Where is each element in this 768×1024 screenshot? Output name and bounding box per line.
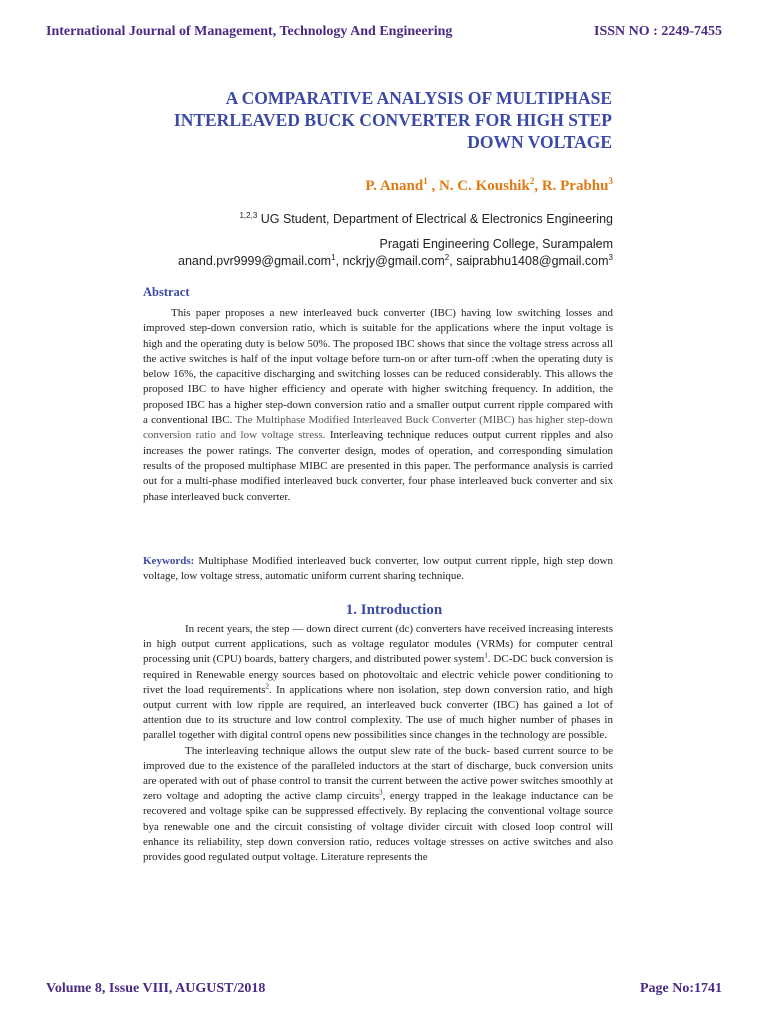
author-2: N. C. Koushik <box>438 178 530 194</box>
intro-p1-text-b: . DC-DC buck conversion is required in Renewable energy sources based on photovoltaic and electric vehicle power conditioning to rivet the load requirements <box>143 653 613 696</box>
affiliation-sup: 1,2,3 <box>239 211 258 220</box>
title-line-2: INTERLEAVED BUCK CONVERTER FOR HIGH STEP <box>173 110 612 130</box>
intro-p1-text-a: In recent years, the step — down direct current (dc) converters have received increasing interests in high output current applications, such as voltage regulator modules (VRMs) for computer central processing unit (CPU) boards, battery chargers, and distributed power system <box>143 623 613 666</box>
abstract-part-c: Interleaving technique reduces output current ripples and also increases the power ratings. The converter design, modes of operation, and corresponding simulation results of the proposed multiphase MIBC are presented in this paper. The performance analysis is carried out for a multi-phase modified interleaved buck converter, four phase interleaved buck converter and six phase interleaved buck converter. <box>143 429 613 503</box>
author-2-sup: 2 <box>529 176 535 186</box>
keywords <box>143 554 613 585</box>
abstract-text <box>143 306 613 505</box>
paper-title <box>140 87 612 153</box>
author-1-sup: 1 <box>423 176 428 186</box>
title-line-3: DOWN VOLTAGE <box>467 132 612 152</box>
introduction-body <box>143 622 613 865</box>
issn-number: ISSN NO : 2249-7455 <box>594 24 722 39</box>
intro-paragraph-2 <box>143 744 613 866</box>
email-3: saiprabhu1408@gmail.com <box>456 254 609 269</box>
citation-2: 2 <box>265 682 270 691</box>
abstract-heading: Abstract <box>143 285 190 299</box>
email-1: anand.pvr9999@gmail.com <box>178 254 332 269</box>
email-2-sup: 2 <box>444 253 450 262</box>
author-3: R. Prabhu <box>541 178 609 194</box>
citation-3: 3 <box>379 788 383 797</box>
title-line-1: A COMPARATIVE ANALYSIS OF MULTIPHASE <box>225 88 612 108</box>
keywords-text: Multiphase Modified interleaved buck converter, low output current ripple, high step down voltage, low voltage stress, automatic uniform current sharing technique. <box>143 555 613 583</box>
volume-issue: Volume 8, Issue VIII, AUGUST/2018 <box>46 981 266 996</box>
email-1-sup: 1 <box>331 253 336 262</box>
abstract-part-b: The Multiphase Modified Interleaved Buck Converter (MIBC) has higher step-down conversion ratio and low voltage stress. <box>143 414 613 442</box>
email-3-sup: 3 <box>608 253 613 262</box>
introduction-heading: 1. Introduction <box>345 602 443 618</box>
author-list: P. Anand$^1$ , N. C. Koushik$^2$, R. Prabhu$^3$ <box>365 176 613 194</box>
citation-1: 1 <box>484 651 488 660</box>
affiliation-department <box>239 211 613 226</box>
department-text: UG Student, Department of Electrical & Electronics Engineering <box>257 212 613 227</box>
affiliation-college: Pragati Engineering College, Surampalem <box>379 237 613 251</box>
email-2: nckrjy@gmail.com <box>342 254 445 269</box>
keywords-label: Keywords: <box>143 555 195 567</box>
page-number: Page No:1741 <box>639 981 722 996</box>
intro-p2-text-b: , energy trapped in the leakage inductance can be recovered and voltage spike can be suppressed effectively. By replacing the conventional voltage source bya renewable one and the circuit consisting of voltage divider circuit with closed loop control will enhance its reliability, step down conversion ratio, reduces voltage stresses on active switches and also provides good regulated output voltage. Literature represents the <box>143 790 613 864</box>
author-1: P. Anand <box>365 178 424 194</box>
journal-name: International Journal of Management, Technology And Engineering <box>46 24 453 39</box>
author-emails: anand.pvr9999@gmail.com$^1$, nckrjy@gmail.com$^2$, saiprabhu1408@gmail.com$^3$ <box>178 253 613 269</box>
intro-p2-text-a: The interleaving technique allows the output slew rate of the buck- based current source to be improved due to the existence of the paralleled inductors at the start of discharge, buck conversion units are operated with out of phase control to transit the current between the active power switches smoothly at zero voltage and adopting the active clamp circuits <box>143 744 613 803</box>
author-3-sup: 3 <box>608 176 613 186</box>
intro-paragraph-1 <box>143 622 613 744</box>
abstract-part-a: This paper proposes a new interleaved buck converter (IBC) having low switching losses and improved step-down conversion ratio, which is suitable for the applications where the input voltage is high and the operating duty is below 50%. The proposed IBC shows that since the voltage stress across all the active switches is half of the input voltage before turn-on or after turn-off :when the operating duty is below 16%, the capacitive discharging and switching losses can be reduced considerably. This allows the proposed IBC to have higher efficiency and operate with higher switching frequency. In addition, the proposed IBC has a higher step-down conversion ratio and a smaller output current ripple compared with a conventional IBC. <box>143 307 613 427</box>
intro-p1-text-c: . In applications where non isolation, step down conversion ratio, and high output current with low ripple are required, an interleaved buck converter (IBC) has gained a lot of attention due to its structure and low control complexity. The use of much higher number of phases in parallel together with digital control opens new possibilities since changes in the technology are possible. <box>143 683 613 742</box>
